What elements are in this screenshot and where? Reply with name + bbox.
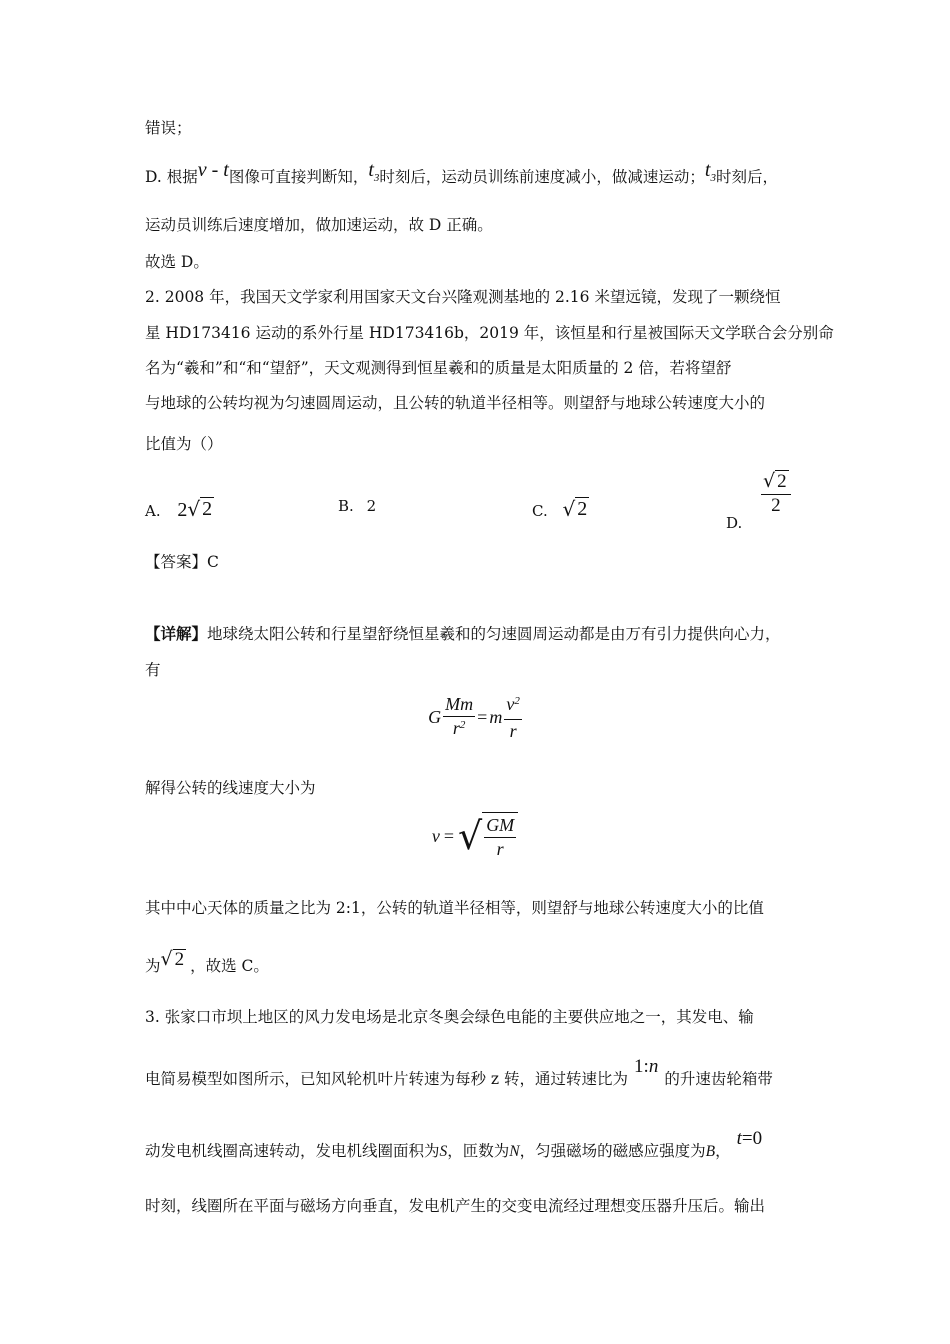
math-vt: v - t (197, 159, 229, 181)
question-2-line: 星 HD173416 运动的系外行星 HD173416b，2019 年，该恒星和行星被国际天文学联合会分别命 (145, 324, 834, 342)
fraction: √ 2 2 (761, 470, 791, 517)
equation-velocity: v = √ $\frac{GM}{r}$ (0, 812, 950, 860)
detail-line: 解得公转的线速度大小为 (145, 779, 316, 797)
math-ratio: 1:n (634, 1056, 659, 1077)
text-line: 故选 D。 (145, 253, 209, 271)
question-2-line: 与地球的公转均视为匀速圆周运动，且公转的轨道半径相等。则望舒与地球公转速度大小的 (145, 394, 766, 412)
sqrt-symbol: √ 2 (160, 948, 185, 970)
text-line: 运动员训练后速度增加，做加速运动，故 D 正确。 (145, 216, 493, 234)
question-2-line: 名为“羲和”和“和“望舒”，天文观测得到恒星羲和的质量是太阳质量的 2 倍，若将望舒 (145, 359, 732, 377)
math-t3: $t_3$ (704, 159, 716, 184)
math-t3: $t_3$ (368, 159, 380, 184)
equation-gravity: G $\frac{Mm}{r^2}$ = m $\frac{v^2}{r}$ (428, 694, 520, 741)
sqrt-symbol: √ 2 (763, 470, 787, 492)
detail-line: 有 (145, 661, 161, 679)
sqrt-symbol: √ 2 (187, 497, 213, 521)
question-2-line: 比值为（） (145, 435, 223, 453)
fraction: $\frac{GM}{r}$ (486, 814, 515, 859)
text-line: 错误； (145, 119, 192, 137)
detail-line: 其中中心天体的质量之比为 2:1，公转的轨道半径相等，则望舒与地球公转速度大小的比值 (145, 899, 764, 917)
fraction: $\frac{Mm}{r^2}$ (445, 694, 474, 738)
question-3-line: 时刻，线圈所在平面与磁场方向垂直，发电机产生的交变电流经过理想变压器升压后。输出 (145, 1197, 766, 1215)
option-d: D. √ 2 2 (726, 470, 791, 517)
option-c: C. √ 2 (532, 497, 588, 521)
sqrt-symbol: √ $\frac{GM}{r}$ (458, 812, 518, 860)
question-2-line: 2. 2008 年，我国天文学家利用国家天文台兴隆观测基地的 2.16 米望远镜，发现了一颗绕恒 (145, 288, 781, 306)
math-t0: t=0 (736, 1128, 763, 1149)
answer-line: 【答案】C (145, 553, 219, 571)
question-3-line: 3. 张家口市坝上地区的风力发电场是北京冬奥会绿色电能的主要供应地之一，其发电、输 (145, 1008, 754, 1026)
detail-line: 【详解】地球绕太阳公转和行星望舒绕恒星羲和的匀速圆周运动都是由万有引力提供向心力， (145, 624, 781, 643)
sqrt-symbol: √ 2 (562, 497, 588, 521)
text-line: D. 根据v - t图像可直接判断知，$t_3$时刻后，运动员训练前速度减小，做减速运动；$t_3$时刻后， (145, 159, 778, 186)
question-3-line: 电简易模型如图所示，已知风轮机叶片转速为每秒 z 转，通过转速比为1:n的升速齿轮箱带 (145, 1056, 773, 1088)
fraction: $\frac{v^2}{r}$ (506, 694, 520, 741)
question-3-line: 动发电机线圈高速转动，发电机线圈面积为S，匝数为N，匀强磁场的磁感应强度为B，t=0 (145, 1128, 763, 1160)
option-b: B. 2 (338, 497, 377, 515)
option-a: A. 2 √ 2 (145, 497, 213, 521)
detail-line: 为 √ 2 ，故选 C。 (145, 948, 269, 975)
